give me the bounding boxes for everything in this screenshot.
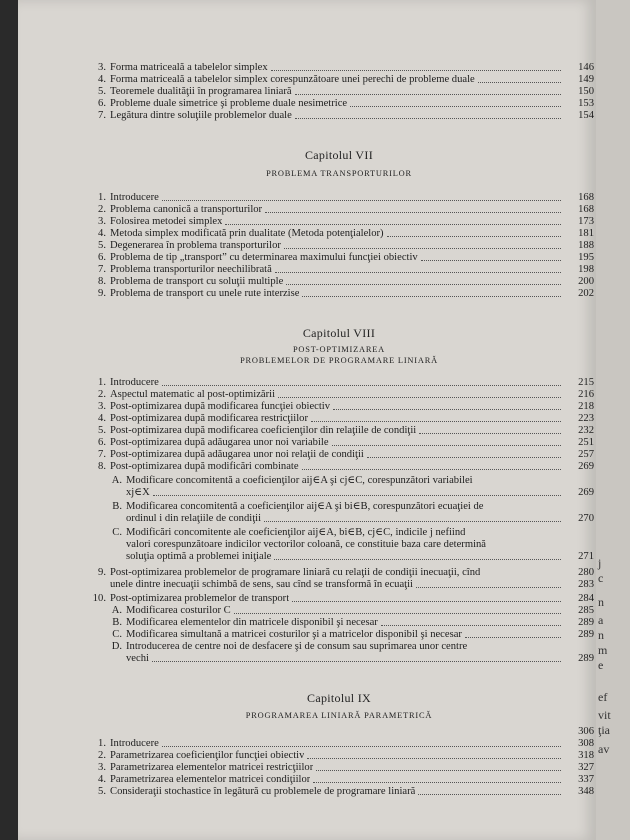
toc-entry: 5. Consideraţii stochastice în legătură cu problemele de programare liniară 348	[98, 786, 594, 797]
chapter-title: PROBLEMA TRANSPORTURILOR	[266, 169, 412, 178]
toc-entry: 7. Legătura dintre soluţiile problemelor duale 154	[98, 110, 594, 121]
toc-subentry: A. Modificare concomitentă a coeficienţilor aij∈A şi cj∈C, corespunzători variabilei	[111, 475, 473, 486]
toc-entry: 3. Folosirea metodei simplex 173	[98, 216, 594, 227]
toc-entry: 3. Post-optimizarea după modificarea funcţiei obiectiv 218	[98, 401, 594, 412]
side-text: c	[598, 571, 604, 585]
toc-entry: 1. Introducere 168	[98, 192, 594, 203]
toc-entry: 306	[578, 726, 594, 737]
toc-entry: 1. Introducere 308	[98, 738, 594, 749]
toc-entry: 2. Aspectul matematic al post-optimizării 216	[98, 389, 594, 400]
toc-entry: 4. Parametrizarea elementelor matricei condiţiilor 337	[98, 774, 594, 785]
chapter-title: PROGRAMAREA LINIARĂ PARAMETRICĂ	[245, 711, 433, 720]
toc-subentry: C. Modificări concomitente ale coeficienţilor aij∈A, bi∈B, cj∈C, indicile j nefiind	[112, 527, 466, 538]
side-text: j	[598, 556, 602, 570]
toc-subentry-cont: valori corespunzătoare indicilor vectorilor coloană, ce constituie baza care determină	[126, 539, 487, 550]
toc-entry: 6. Post-optimizarea după adăugarea unor noi variabile 251	[98, 437, 594, 448]
toc-entry: 5. Degenerarea în problema transporturilor 188	[98, 240, 594, 251]
chapter-heading: Capitolul VII	[304, 148, 373, 162]
toc-entry: 8. Problema de transport cu soluţii multiple 200	[98, 276, 594, 287]
toc-entry: 9. Post-optimizarea problemelor de programare liniară cu relaţii de condiţii inecuaţii, cînd 280	[98, 567, 594, 578]
toc-subentry-cont: vechi 289	[126, 653, 594, 664]
toc-entry: 4. Metoda simplex modificată prin dualitate (Metoda potenţialelor) 181	[98, 228, 594, 239]
toc-subentry: C. Modificarea simultană a matricei costurilor şi a matricelor disponibil şi necesar 289	[112, 629, 594, 640]
toc-subentry: B. Modificarea elementelor din matricele disponibil şi necesar 289	[112, 617, 594, 628]
toc-entry: 7. Post-optimizarea după adăugarea unor noi relaţii de condiţii 257	[98, 449, 594, 460]
toc-subentry-cont: xj∈X 269	[126, 487, 594, 498]
toc-entry: 7. Problema transporturilor neechilibrată 198	[98, 264, 594, 275]
side-text: m	[598, 643, 608, 657]
toc-entry: 4. Forma matriceală a tabelelor simplex corespunzătoare unei perechi de probleme duale 149	[98, 74, 594, 85]
toc-entry: 5. Post-optimizarea după modificarea coeficienţilor din relaţiile de condiţii 232	[98, 425, 594, 436]
chapter9-entries	[84, 738, 594, 798]
chapter-heading: Capitolul VIII	[302, 326, 376, 340]
toc-entry-cont: unele dintre inecuaţii schimbă de sens, sau cînd se transformă în ecuaţii 283	[110, 579, 594, 590]
chapter7-entries	[84, 192, 594, 300]
toc-entry: 9. Problema de transport cu unele rute interzise 202	[98, 288, 594, 299]
toc-entry: 2. Parametrizarea coeficienţilor funcţiei obiectiv 318	[98, 750, 594, 761]
toc-subentry-cont: soluţia optimă a problemei iniţiale 271	[126, 551, 594, 562]
toc-entry: 8. Post-optimizarea după modificări combinate 269	[98, 461, 594, 472]
side-text: a	[598, 613, 604, 627]
side-text: ef	[598, 690, 608, 704]
toc-entry: 6. Problema de tip „transport” cu determinarea maximului funcţiei obiectiv 195	[98, 252, 594, 263]
toc-entry: 3. Parametrizarea elementelor matricei restricţiilor 327	[98, 762, 594, 773]
toc-subentry-cont: ordinul i din relaţiile de condiţii 270	[126, 513, 594, 524]
toc-entry: 5. Teoremele dualităţii în programarea liniară 150	[98, 86, 594, 97]
toc-entry: 3. Forma matriceală a tabelelor simplex 146	[98, 62, 594, 73]
table-of-contents	[84, 62, 594, 798]
toc-entry: 4. Post-optimizarea după modificarea restricţiilor 223	[98, 413, 594, 424]
toc-entry: 1. Introducere 215	[98, 377, 594, 388]
toc-subentry: D. Introducerea de centre noi de desfacere şi de consum sau suprimarea unor centre	[111, 641, 468, 652]
side-text: vit	[598, 708, 611, 722]
chapter-title: POST-OPTIMIZAREA	[292, 345, 386, 354]
adjacent-page-strip	[596, 0, 630, 840]
toc-entry: 10. Post-optimizarea problemelor de transport 284	[92, 593, 594, 604]
toc-subentry: B. Modificarea concomitentă a coeficienţilor aij∈A şi bi∈B, corespunzători ecuaţiei de	[112, 501, 484, 512]
side-text: e	[598, 658, 604, 672]
section-top	[84, 62, 594, 122]
side-text: n	[598, 628, 604, 642]
toc-entry: 6. Probleme duale simetrice şi probleme duale nesimetrice 153	[98, 98, 594, 109]
chapter-heading: Capitolul IX	[307, 691, 371, 705]
side-text: n	[598, 595, 604, 609]
chapter-title: PROBLEMELOR DE PROGRAMARE LINIARĂ	[240, 356, 438, 365]
side-text: ţia	[598, 723, 610, 737]
toc-entry: 2. Problema canonică a transporturilor 168	[98, 204, 594, 215]
toc-subentry: A. Modificarea costurilor C 285	[111, 605, 594, 616]
side-text: av	[598, 742, 610, 756]
chapter8-entries	[84, 377, 594, 665]
